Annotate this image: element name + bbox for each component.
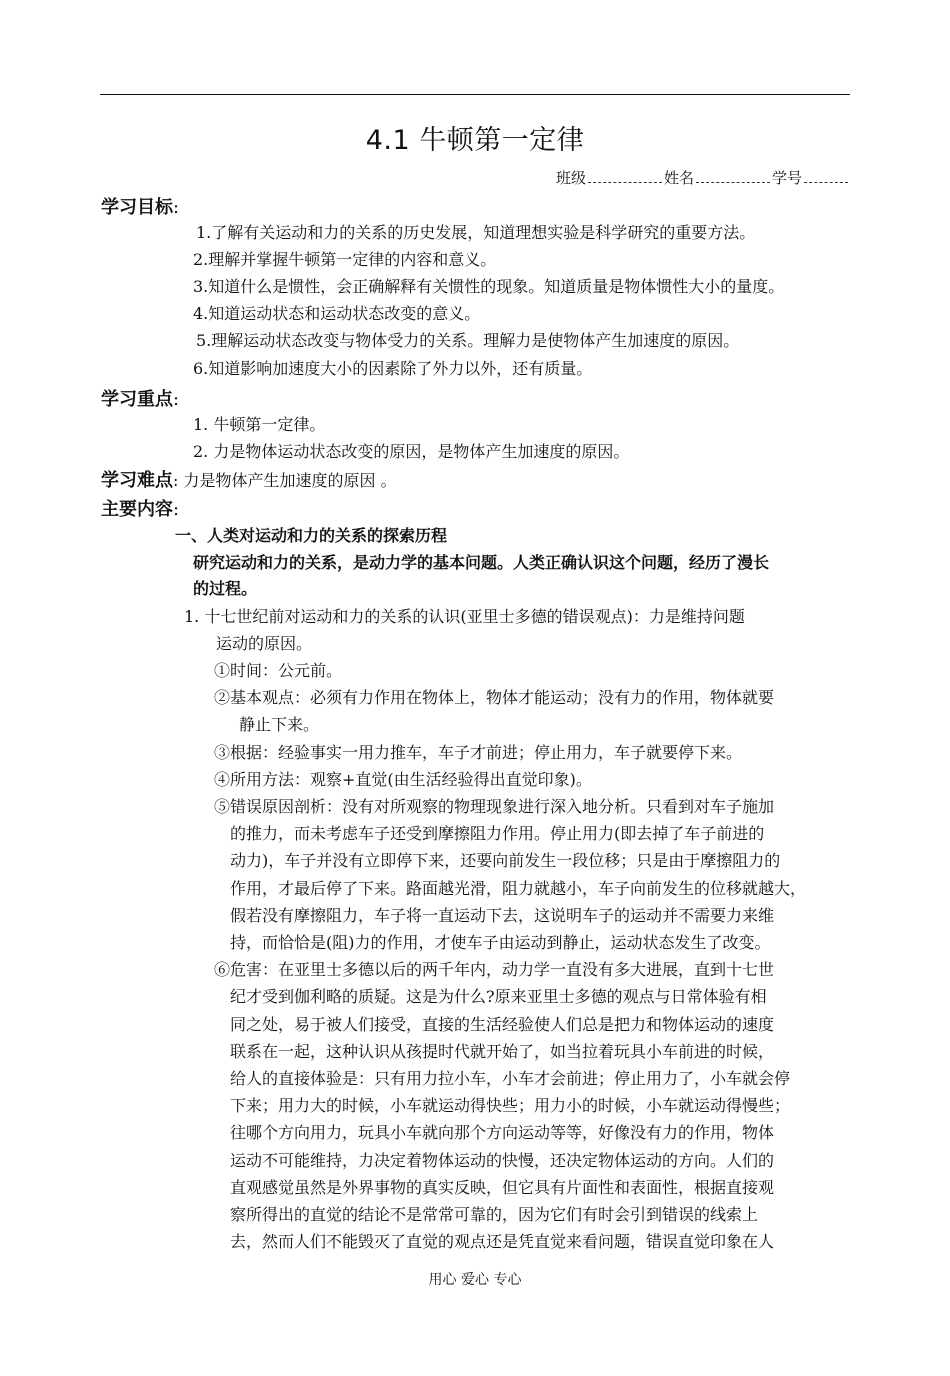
name-label: 姓名 <box>663 169 694 187</box>
sub-line: 同之处，易于被人们接受，直接的生活经验使人们总是把力和物体运动的速度 <box>230 1015 775 1034</box>
sub-line: 下来；用力大的时候，小车就运动得快些；用力小的时候，小车就运动得慢些； <box>230 1096 791 1115</box>
id-label: 学号 <box>771 169 802 187</box>
main-colon: : <box>173 499 180 520</box>
sub-line: 持，而恰恰是(阻)力的作用，才使车子由运动到静止，运动状态发生了改变。 <box>230 933 771 952</box>
key-points-colon: : <box>173 389 180 410</box>
objectives-heading <box>101 193 179 219</box>
sub-line: ②基本观点：必须有力作用在物体上，物体才能运动；没有力的作用，物体就要 <box>214 688 775 707</box>
item1-line-2: 运动的原因。 <box>216 634 313 653</box>
header-rule <box>100 94 850 95</box>
objective-6: 6.知道影响加速度大小的因素除了外力以外，还有质量。 <box>193 359 593 378</box>
intro-line-1: 研究运动和力的关系，是动力学的基本问题。人类正确认识这个问题，经历了漫长 <box>193 553 770 572</box>
objectives-heading-text: 学习目标 <box>101 197 173 218</box>
objective-1: 1.了解有关运动和力的关系的历史发展，知道理想实验是科学研究的重要方法。 <box>196 223 756 242</box>
sub-line: ④所用方法：观察+直觉(由生活经验得出直觉印象)。 <box>214 770 592 789</box>
name-blank <box>696 171 770 183</box>
sub-line: ①时间：公元前。 <box>214 661 343 680</box>
objective-4: 4.知道运动状态和运动状态改变的意义。 <box>193 304 481 323</box>
sub-line: 察所得出的直觉的结论不是常常可靠的，因为它们有时会引到错误的线索上 <box>230 1205 759 1224</box>
key-points-heading <box>101 385 179 411</box>
objective-2: 2.理解并掌握牛顿第一定律的内容和意义。 <box>193 250 497 269</box>
sub-line: 运动不可能维持，力决定着物体运动的快慢，还决定物体运动的方向。人们的 <box>230 1151 775 1170</box>
difficulty-text: : 力是物体产生加速度的原因 。 <box>173 471 397 490</box>
main-heading-text: 主要内容 <box>101 499 173 520</box>
sub-line: 假若没有摩擦阻力，车子将一直运动下去，这说明车子的运动并不需要力来维 <box>230 906 775 925</box>
section-title: 一、人类对运动和力的关系的探索历程 <box>175 526 448 545</box>
class-label: 班级 <box>555 169 586 187</box>
difficulty-line <box>101 466 397 494</box>
item1-line-1: 1. 十七世纪前对运动和力的关系的认识(亚里士多德的错误观点)：力是维持问题 <box>184 607 745 626</box>
page-footer: 用心 爱心 专心 <box>428 1272 522 1288</box>
sub-line: ⑥危害：在亚里士多德以后的两千年内，动力学一直没有多大进展，直到十七世 <box>214 960 775 979</box>
sub-line: 给人的直接体验是：只有用力拉小车，小车才会前进；停止用力了，小车就会停 <box>230 1069 791 1088</box>
objective-5: 5.理解运动状态改变与物体受力的关系。理解力是使物体产生加速度的原因。 <box>196 331 740 350</box>
objectives-colon: : <box>173 197 180 218</box>
page-title: 4.1 牛顿第一定律 <box>365 125 585 156</box>
id-blank <box>804 171 848 183</box>
sub-line: 往哪个方向用力，玩具小车就向那个方向运动等等，好像没有力的作用，物体 <box>230 1123 775 1142</box>
key-point-1: 1. 牛顿第一定律。 <box>193 415 326 434</box>
key-point-2: 2. 力是物体运动状态改变的原因，是物体产生加速度的原因。 <box>193 442 630 461</box>
sub-line: 动力)，车子并没有立即停下来，还要向前发生一段位移；只是由于摩擦阻力的 <box>230 851 781 870</box>
sub-line: 联系在一起，这种认识从孩提时代就开始了，如当拉着玩具小车前进的时候， <box>230 1042 775 1061</box>
main-heading <box>101 495 179 521</box>
sub-line: 静止下来。 <box>239 715 320 734</box>
sub-line: 的推力，而未考虑车子还受到摩擦阻力作用。停止用力(即去掉了车子前进的 <box>230 824 765 843</box>
sub-line: 直观感觉虽然是外界事物的真实反映，但它具有片面性和表面性，根据直接观 <box>230 1178 775 1197</box>
sub-line: 作用，才最后停了下来。路面越光滑，阻力就越小，车子向前发生的位移就越大， <box>230 879 807 898</box>
intro-line-2: 的过程。 <box>193 579 258 598</box>
difficulty-heading: 学习难点 <box>101 470 173 491</box>
key-points-heading-text: 学习重点 <box>101 389 173 410</box>
objective-3: 3.知道什么是惯性，会正确解释有关惯性的现象。知道质量是物体惯性大小的量度。 <box>193 277 785 296</box>
sub-line: ③根据：经验事实一用力推车，车子才前进；停止用力，车子就要停下来。 <box>214 743 743 762</box>
sub-line: 纪才受到伽利略的质疑。这是为什么?原来亚里士多德的观点与日常体验有相 <box>230 987 767 1006</box>
sub-line: ⑤错误原因剖析：没有对所观察的物理现象进行深入地分析。只看到对车子施加 <box>214 797 775 816</box>
student-info-line <box>556 167 850 188</box>
sub-line: 去，然而人们不能毁灭了直觉的观点还是凭直觉来看问题，错误直觉印象在人 <box>230 1232 775 1251</box>
class-blank <box>588 171 662 183</box>
